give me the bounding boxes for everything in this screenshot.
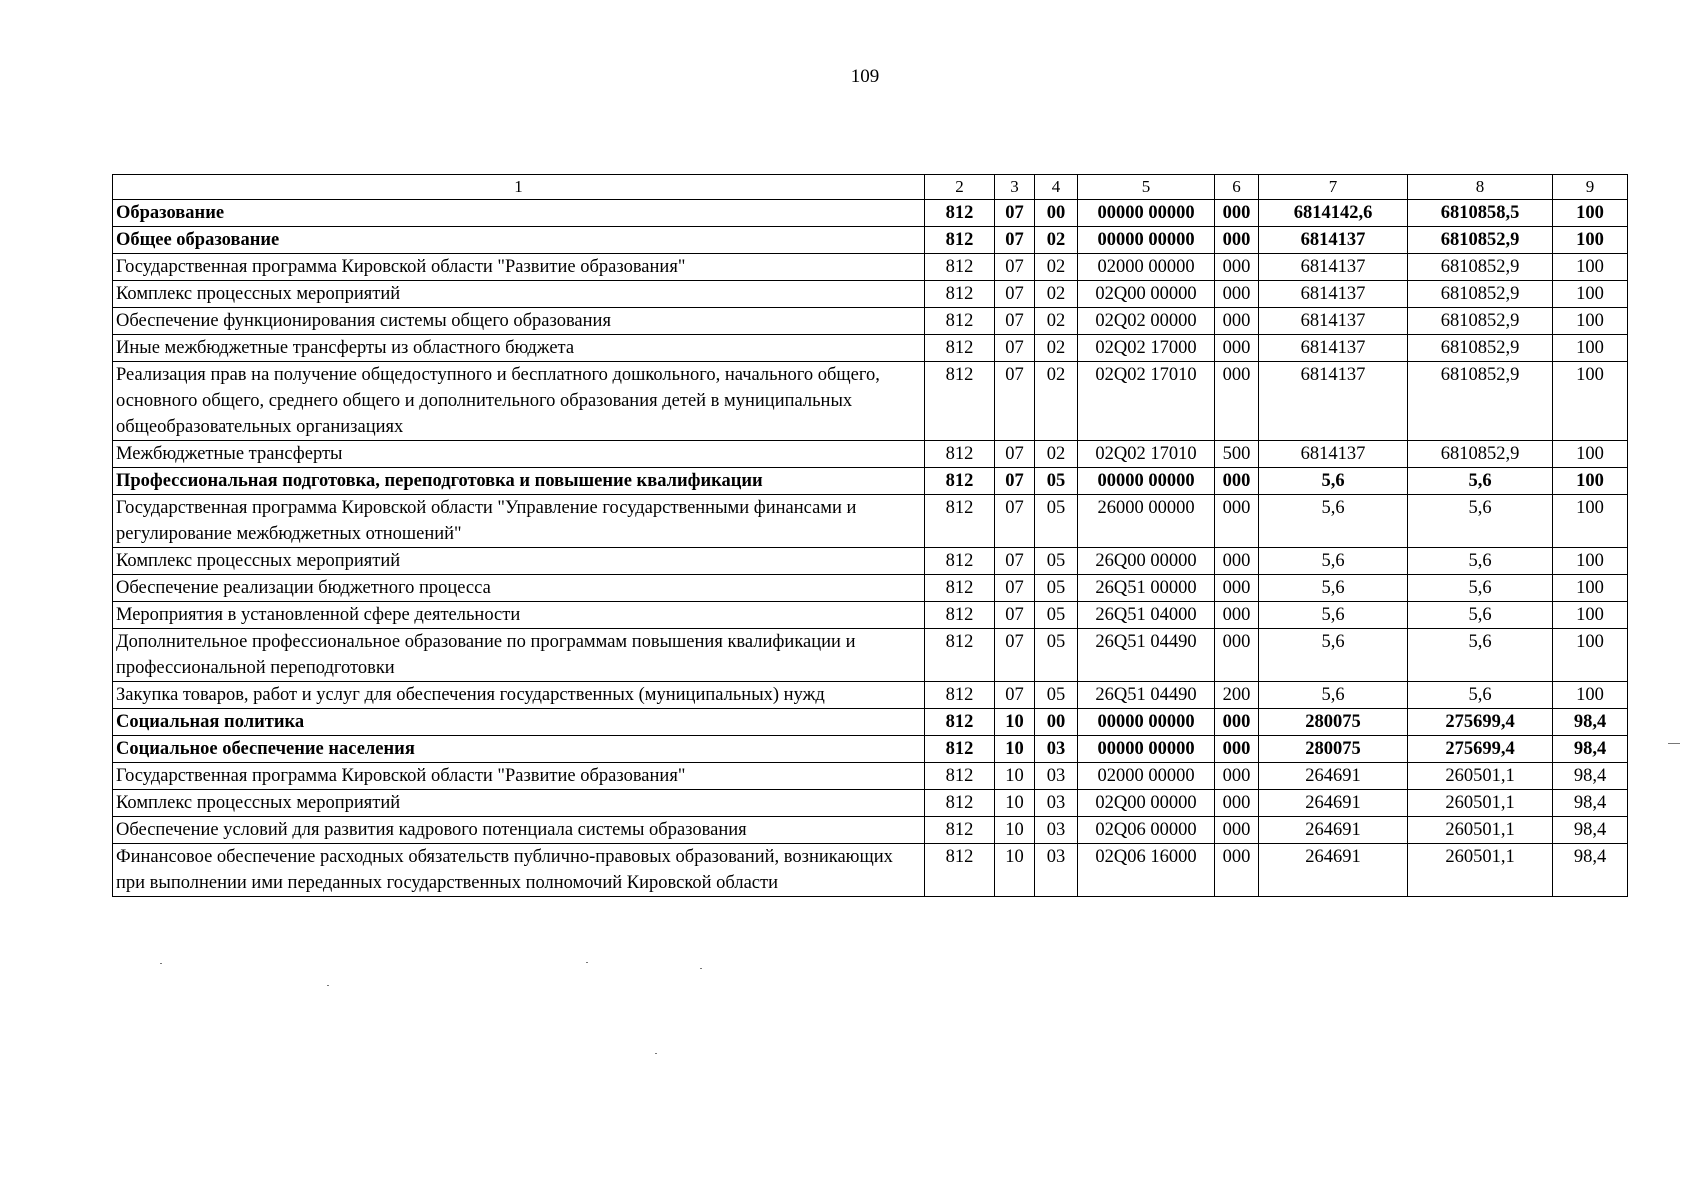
header-row: [113, 175, 1628, 200]
cell-plan: 264691: [1259, 817, 1408, 844]
cell-kvsr: 812: [925, 575, 995, 602]
table-row: [113, 844, 1628, 897]
cell-name: Дополнительное профессиональное образование по программам повышения квалификации и профессиональной переподготовки: [113, 629, 925, 682]
cell-plan: 5,6: [1259, 548, 1408, 575]
cell-plan: 6814137: [1259, 308, 1408, 335]
cell-kvsr: 812: [925, 629, 995, 682]
table-row: [113, 629, 1628, 682]
cell-percent: 98,4: [1553, 763, 1628, 790]
cell-rz: 07: [995, 495, 1035, 548]
cell-vr: 000: [1215, 709, 1259, 736]
cell-kvsr: 812: [925, 468, 995, 495]
cell-rz: 10: [995, 763, 1035, 790]
cell-name: Социальное обеспечение населения: [113, 736, 925, 763]
cell-percent: 100: [1553, 254, 1628, 281]
cell-pr: 03: [1035, 736, 1078, 763]
cell-name: Государственная программа Кировской области "Развитие образования": [113, 763, 925, 790]
cell-csr: 26Q00 00000: [1078, 548, 1215, 575]
cell-csr: 26Q51 00000: [1078, 575, 1215, 602]
cell-csr: 02Q02 17010: [1078, 362, 1215, 441]
cell-pr: 00: [1035, 200, 1078, 227]
cell-csr: 26000 00000: [1078, 495, 1215, 548]
cell-kvsr: 812: [925, 362, 995, 441]
table-row: [113, 682, 1628, 709]
cell-pr: 05: [1035, 548, 1078, 575]
cell-percent: 100: [1553, 441, 1628, 468]
cell-pr: 02: [1035, 335, 1078, 362]
cell-vr: 000: [1215, 227, 1259, 254]
cell-name: Комплекс процессных мероприятий: [113, 790, 925, 817]
cell-rz: 07: [995, 468, 1035, 495]
cell-kvsr: 812: [925, 844, 995, 897]
cell-plan: 280075: [1259, 736, 1408, 763]
cell-csr: 02000 00000: [1078, 254, 1215, 281]
cell-vr: 000: [1215, 736, 1259, 763]
column-header-4: 4: [1035, 175, 1078, 200]
cell-vr: 000: [1215, 575, 1259, 602]
cell-vr: 000: [1215, 790, 1259, 817]
cell-kvsr: 812: [925, 602, 995, 629]
scan-speck: [700, 968, 702, 969]
scan-speck: [1668, 743, 1680, 744]
cell-vr: 000: [1215, 200, 1259, 227]
cell-vr: 000: [1215, 281, 1259, 308]
cell-rz: 10: [995, 736, 1035, 763]
scan-speck: [327, 985, 329, 986]
cell-name: Реализация прав на получение общедоступного и бесплатного дошкольного, начального общего, основного общего, среднего общего и дополнительного образования детей в муниципальных общеобразовательных организациях: [113, 362, 925, 441]
cell-pr: 02: [1035, 227, 1078, 254]
cell-vr: 000: [1215, 548, 1259, 575]
cell-fact: 5,6: [1408, 602, 1553, 629]
cell-rz: 07: [995, 441, 1035, 468]
cell-percent: 98,4: [1553, 844, 1628, 897]
cell-kvsr: 812: [925, 308, 995, 335]
cell-pr: 03: [1035, 844, 1078, 897]
cell-pr: 02: [1035, 308, 1078, 335]
scan-speck: [655, 1053, 657, 1054]
table-row: [113, 495, 1628, 548]
cell-rz: 10: [995, 709, 1035, 736]
cell-kvsr: 812: [925, 548, 995, 575]
cell-percent: 100: [1553, 308, 1628, 335]
column-header-6: 6: [1215, 175, 1259, 200]
cell-plan: 5,6: [1259, 602, 1408, 629]
cell-name: Образование: [113, 200, 925, 227]
cell-name: Комплекс процессных мероприятий: [113, 281, 925, 308]
cell-vr: 000: [1215, 763, 1259, 790]
column-header-2: 2: [925, 175, 995, 200]
cell-plan: 5,6: [1259, 682, 1408, 709]
column-header-1: 1: [113, 175, 925, 200]
cell-name: Государственная программа Кировской области "Развитие образования": [113, 254, 925, 281]
cell-vr: 000: [1215, 817, 1259, 844]
cell-fact: 5,6: [1408, 468, 1553, 495]
cell-plan: 6814137: [1259, 362, 1408, 441]
cell-plan: 6814137: [1259, 254, 1408, 281]
cell-percent: 100: [1553, 575, 1628, 602]
cell-rz: 07: [995, 682, 1035, 709]
cell-csr: 02Q02 00000: [1078, 308, 1215, 335]
cell-percent: 98,4: [1553, 817, 1628, 844]
cell-kvsr: 812: [925, 495, 995, 548]
cell-name: Финансовое обеспечение расходных обязательств публично-правовых образований, возникающих при выполнении ими переданных государственных полномочий Кировской области: [113, 844, 925, 897]
table-row: [113, 335, 1628, 362]
cell-csr: 02Q02 17000: [1078, 335, 1215, 362]
scan-speck: [586, 962, 588, 963]
cell-rz: 10: [995, 790, 1035, 817]
cell-percent: 98,4: [1553, 736, 1628, 763]
cell-csr: 26Q51 04490: [1078, 629, 1215, 682]
cell-name: Закупка товаров, работ и услуг для обеспечения государственных (муниципальных) нужд: [113, 682, 925, 709]
cell-plan: 6814142,6: [1259, 200, 1408, 227]
cell-name: Иные межбюджетные трансферты из областного бюджета: [113, 335, 925, 362]
cell-percent: 98,4: [1553, 709, 1628, 736]
cell-fact: 6810852,9: [1408, 335, 1553, 362]
cell-pr: 03: [1035, 790, 1078, 817]
table-row: [113, 468, 1628, 495]
cell-fact: 6810852,9: [1408, 441, 1553, 468]
cell-name: Профессиональная подготовка, переподготовка и повышение квалификации: [113, 468, 925, 495]
cell-percent: 100: [1553, 602, 1628, 629]
cell-fact: 275699,4: [1408, 709, 1553, 736]
table-row: [113, 441, 1628, 468]
cell-kvsr: 812: [925, 281, 995, 308]
cell-plan: 5,6: [1259, 575, 1408, 602]
table-row: [113, 736, 1628, 763]
cell-pr: 05: [1035, 629, 1078, 682]
cell-fact: 5,6: [1408, 629, 1553, 682]
cell-name: Мероприятия в установленной сфере деятельности: [113, 602, 925, 629]
page-number: 109: [850, 66, 880, 87]
cell-rz: 07: [995, 602, 1035, 629]
cell-plan: 6814137: [1259, 227, 1408, 254]
column-header-7: 7: [1259, 175, 1408, 200]
cell-fact: 6810852,9: [1408, 254, 1553, 281]
cell-percent: 100: [1553, 495, 1628, 548]
column-header-9: 9: [1553, 175, 1628, 200]
cell-fact: 6810852,9: [1408, 308, 1553, 335]
cell-rz: 07: [995, 281, 1035, 308]
cell-rz: 10: [995, 817, 1035, 844]
cell-percent: 100: [1553, 335, 1628, 362]
cell-kvsr: 812: [925, 817, 995, 844]
cell-vr: 200: [1215, 682, 1259, 709]
cell-vr: 000: [1215, 602, 1259, 629]
table-row: [113, 254, 1628, 281]
cell-csr: 26Q51 04490: [1078, 682, 1215, 709]
cell-plan: 6814137: [1259, 281, 1408, 308]
cell-percent: 100: [1553, 227, 1628, 254]
cell-fact: 275699,4: [1408, 736, 1553, 763]
cell-kvsr: 812: [925, 682, 995, 709]
cell-rz: 07: [995, 254, 1035, 281]
cell-fact: 5,6: [1408, 495, 1553, 548]
cell-csr: 00000 00000: [1078, 468, 1215, 495]
cell-vr: 000: [1215, 308, 1259, 335]
cell-percent: 100: [1553, 682, 1628, 709]
cell-vr: 000: [1215, 629, 1259, 682]
cell-kvsr: 812: [925, 227, 995, 254]
budget-table: [112, 174, 1628, 897]
cell-csr: 00000 00000: [1078, 200, 1215, 227]
cell-fact: 260501,1: [1408, 790, 1553, 817]
cell-name: Социальная политика: [113, 709, 925, 736]
cell-rz: 07: [995, 227, 1035, 254]
cell-fact: 260501,1: [1408, 817, 1553, 844]
cell-fact: 5,6: [1408, 575, 1553, 602]
table-row: [113, 817, 1628, 844]
cell-vr: 000: [1215, 335, 1259, 362]
cell-csr: 02Q00 00000: [1078, 790, 1215, 817]
cell-percent: 100: [1553, 548, 1628, 575]
cell-vr: 000: [1215, 468, 1259, 495]
cell-rz: 07: [995, 362, 1035, 441]
cell-fact: 6810858,5: [1408, 200, 1553, 227]
cell-kvsr: 812: [925, 736, 995, 763]
cell-rz: 07: [995, 548, 1035, 575]
cell-rz: 07: [995, 200, 1035, 227]
cell-plan: 5,6: [1259, 468, 1408, 495]
cell-kvsr: 812: [925, 763, 995, 790]
cell-csr: 26Q51 04000: [1078, 602, 1215, 629]
cell-pr: 00: [1035, 709, 1078, 736]
table-row: [113, 281, 1628, 308]
cell-percent: 100: [1553, 281, 1628, 308]
cell-name: Обеспечение условий для развития кадрового потенциала системы образования: [113, 817, 925, 844]
cell-fact: 5,6: [1408, 682, 1553, 709]
table-row: [113, 227, 1628, 254]
cell-percent: 100: [1553, 362, 1628, 441]
cell-csr: 02Q06 00000: [1078, 817, 1215, 844]
cell-percent: 100: [1553, 468, 1628, 495]
table-row: [113, 362, 1628, 441]
cell-kvsr: 812: [925, 790, 995, 817]
cell-rz: 07: [995, 308, 1035, 335]
table-body: [113, 175, 1628, 897]
cell-csr: 00000 00000: [1078, 709, 1215, 736]
cell-pr: 02: [1035, 254, 1078, 281]
cell-pr: 02: [1035, 441, 1078, 468]
cell-csr: 02Q02 17010: [1078, 441, 1215, 468]
cell-plan: 264691: [1259, 844, 1408, 897]
table-row: [113, 575, 1628, 602]
cell-csr: 02Q06 16000: [1078, 844, 1215, 897]
cell-percent: 100: [1553, 200, 1628, 227]
cell-name: Общее образование: [113, 227, 925, 254]
cell-name: Государственная программа Кировской области "Управление государственными финансами и регулирование межбюджетных отношений": [113, 495, 925, 548]
cell-rz: 07: [995, 335, 1035, 362]
table-row: [113, 763, 1628, 790]
column-header-3: 3: [995, 175, 1035, 200]
cell-plan: 5,6: [1259, 495, 1408, 548]
cell-vr: 000: [1215, 362, 1259, 441]
cell-pr: 03: [1035, 763, 1078, 790]
cell-fact: 6810852,9: [1408, 362, 1553, 441]
cell-pr: 05: [1035, 495, 1078, 548]
cell-kvsr: 812: [925, 254, 995, 281]
cell-vr: 500: [1215, 441, 1259, 468]
cell-vr: 000: [1215, 254, 1259, 281]
table-row: [113, 602, 1628, 629]
cell-csr: 00000 00000: [1078, 227, 1215, 254]
cell-pr: 05: [1035, 682, 1078, 709]
cell-name: Обеспечение реализации бюджетного процесса: [113, 575, 925, 602]
table-row: [113, 709, 1628, 736]
cell-kvsr: 812: [925, 709, 995, 736]
cell-percent: 98,4: [1553, 790, 1628, 817]
cell-plan: 6814137: [1259, 441, 1408, 468]
cell-name: Комплекс процессных мероприятий: [113, 548, 925, 575]
table-row: [113, 790, 1628, 817]
table-row: [113, 200, 1628, 227]
cell-plan: 280075: [1259, 709, 1408, 736]
cell-rz: 07: [995, 629, 1035, 682]
cell-csr: 02Q00 00000: [1078, 281, 1215, 308]
cell-kvsr: 812: [925, 200, 995, 227]
column-header-8: 8: [1408, 175, 1553, 200]
cell-pr: 05: [1035, 468, 1078, 495]
table-row: [113, 308, 1628, 335]
cell-plan: 5,6: [1259, 629, 1408, 682]
cell-vr: 000: [1215, 844, 1259, 897]
cell-pr: 05: [1035, 575, 1078, 602]
cell-percent: 100: [1553, 629, 1628, 682]
cell-name: Межбюджетные трансферты: [113, 441, 925, 468]
scan-speck: [160, 963, 162, 964]
cell-rz: 10: [995, 844, 1035, 897]
cell-vr: 000: [1215, 495, 1259, 548]
cell-kvsr: 812: [925, 335, 995, 362]
cell-fact: 6810852,9: [1408, 227, 1553, 254]
table-row: [113, 548, 1628, 575]
cell-rz: 07: [995, 575, 1035, 602]
column-header-5: 5: [1078, 175, 1215, 200]
cell-fact: 260501,1: [1408, 844, 1553, 897]
cell-pr: 03: [1035, 817, 1078, 844]
cell-plan: 264691: [1259, 790, 1408, 817]
cell-pr: 02: [1035, 362, 1078, 441]
cell-fact: 5,6: [1408, 548, 1553, 575]
cell-fact: 260501,1: [1408, 763, 1553, 790]
cell-plan: 264691: [1259, 763, 1408, 790]
cell-pr: 05: [1035, 602, 1078, 629]
cell-kvsr: 812: [925, 441, 995, 468]
cell-pr: 02: [1035, 281, 1078, 308]
cell-name: Обеспечение функционирования системы общего образования: [113, 308, 925, 335]
cell-csr: 02000 00000: [1078, 763, 1215, 790]
cell-plan: 6814137: [1259, 335, 1408, 362]
cell-fact: 6810852,9: [1408, 281, 1553, 308]
cell-csr: 00000 00000: [1078, 736, 1215, 763]
